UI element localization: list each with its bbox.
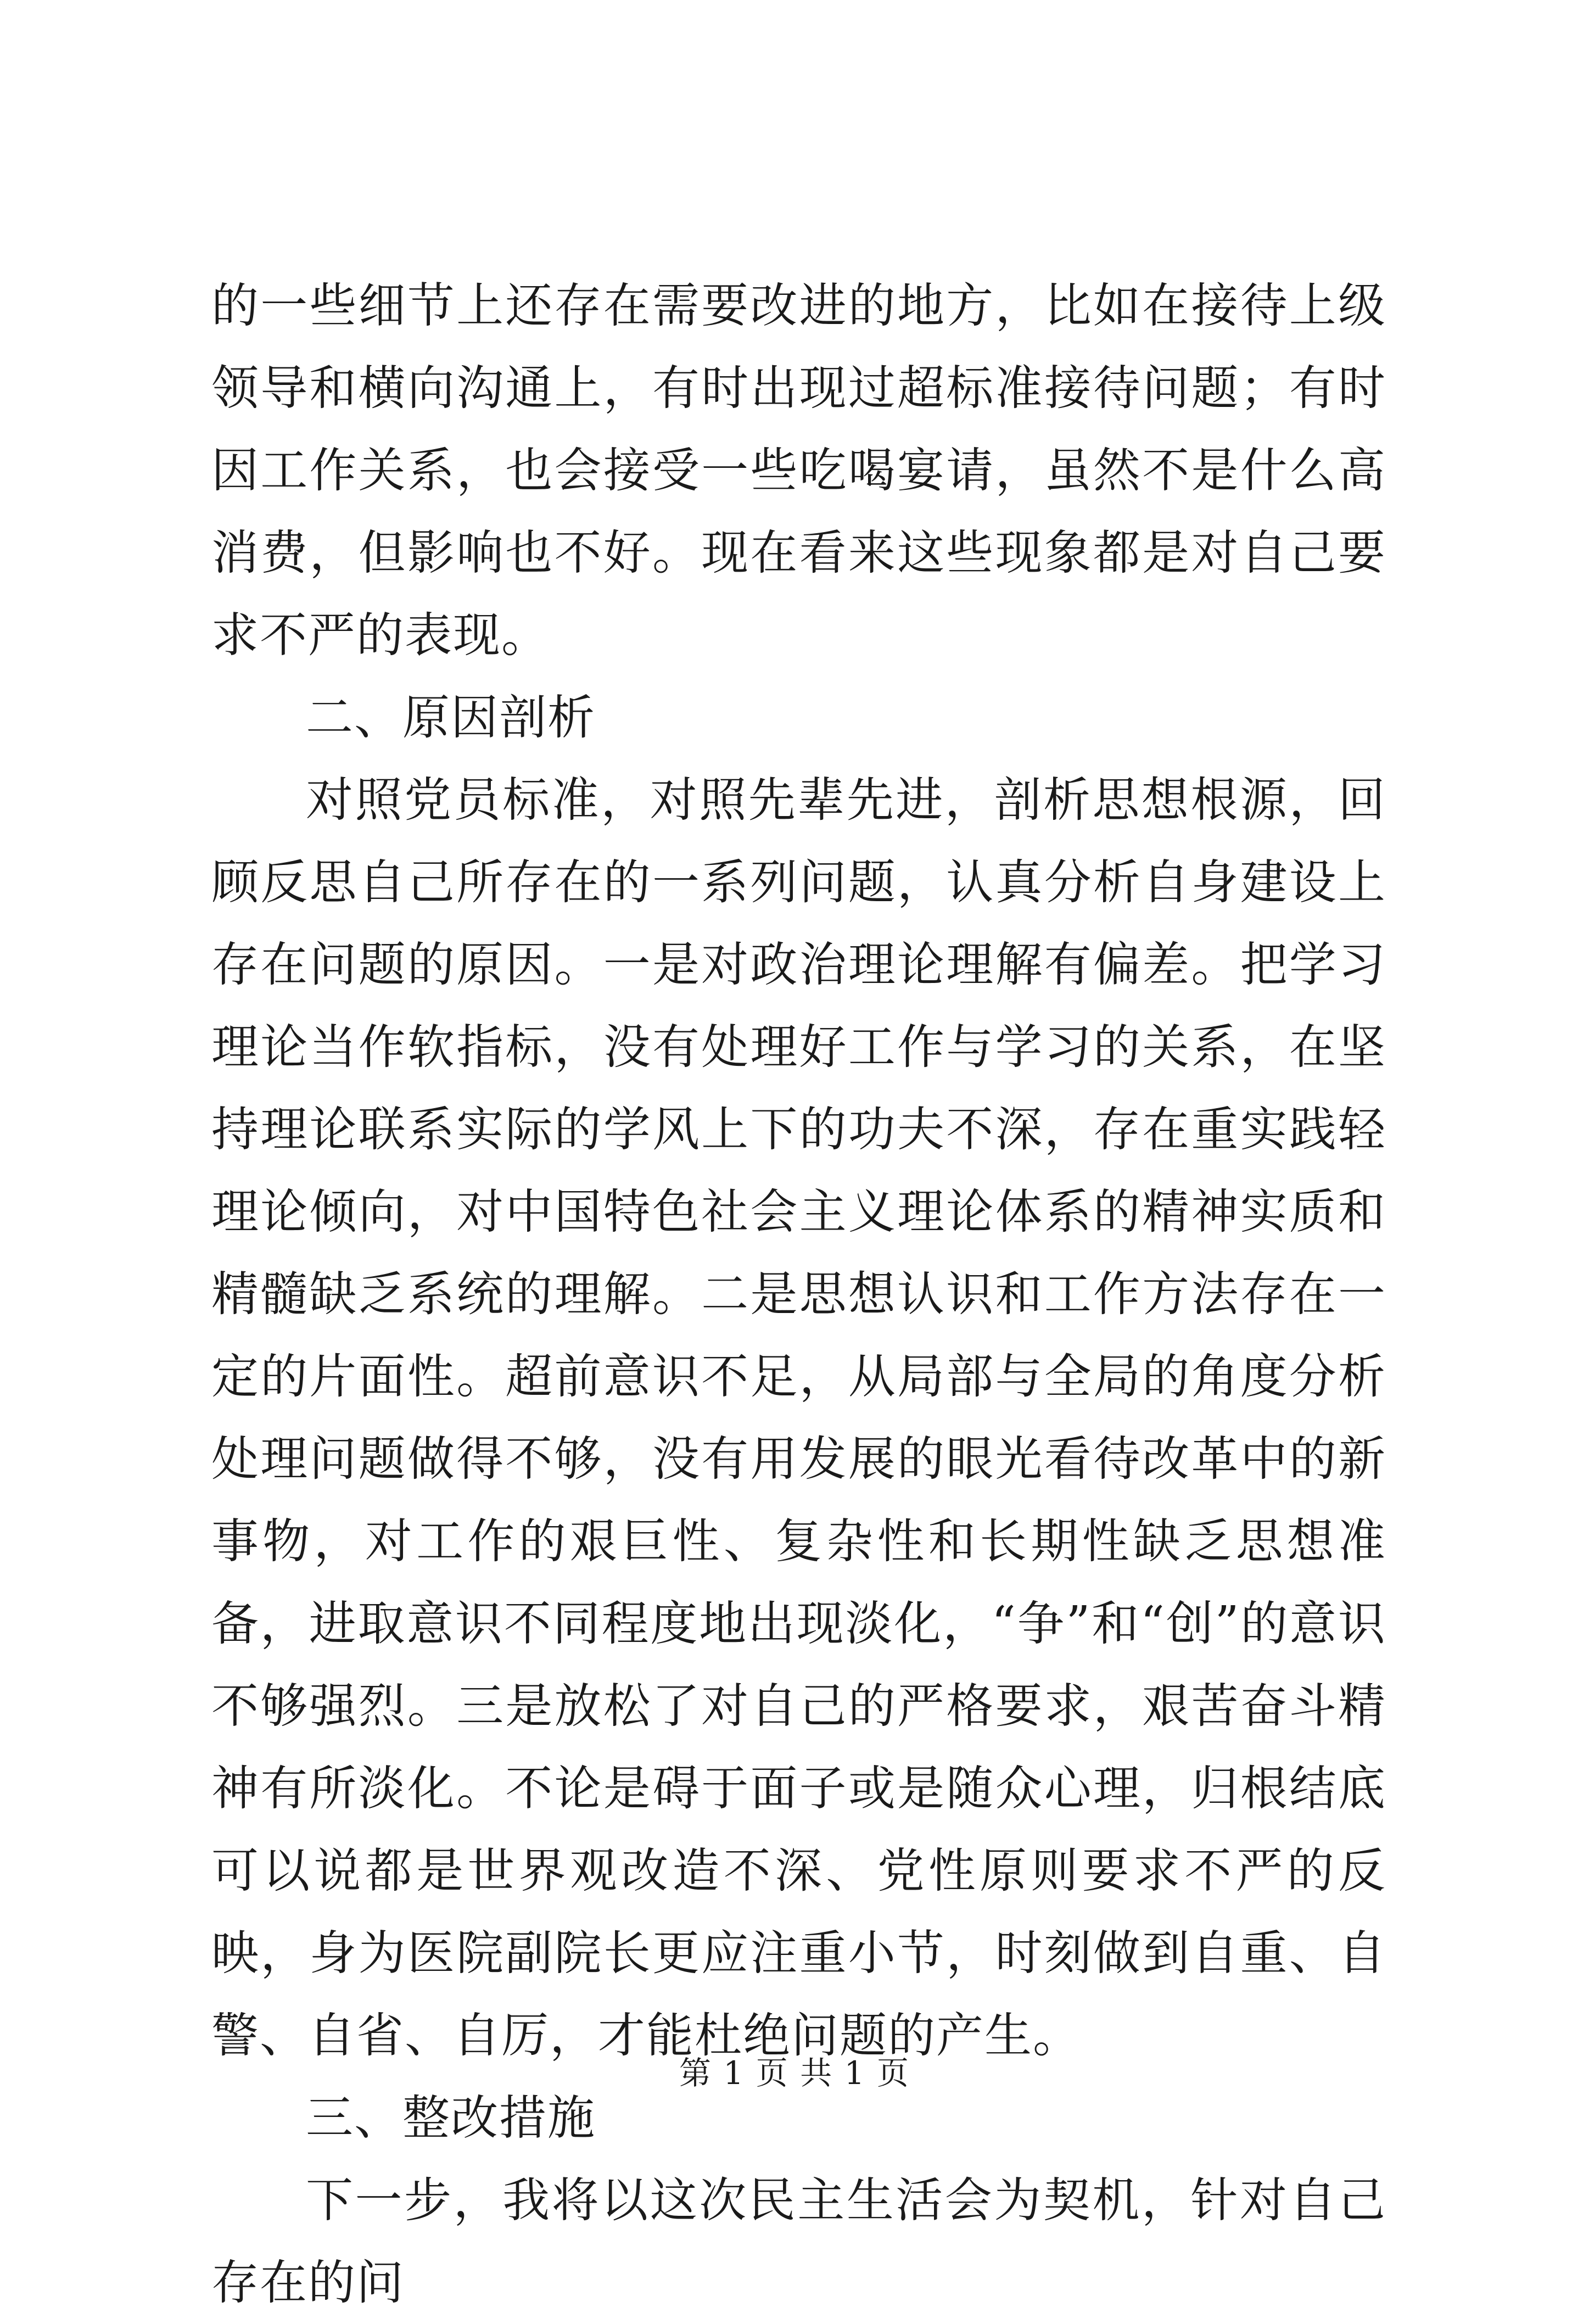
document-body <box>211 265 1386 2324</box>
paragraph-cause-analysis: 对照党员标准，对照先辈先进，剖析思想根源，回顾反思自己所存在的一系列问题，认真分析自身建设上存在问题的原因。一是对政治理论理解有偏差。把学习理论当作软指标，没有处理好工作与学习的关系，在坚持理论联系实际的学风上下的功夫不深，存在重实践轻理论倾向，对中国特色社会主义理论体系的精神实质和精髓缺乏系统的理解。二是思想认识和工作方法存在一定的片面性。超前意识不足，从局部与全局的角度分析处理问题做得不够，没有用发展的眼光看待改革中的新事物，对工作的艰巨性、复杂性和长期性缺乏思想准备，进取意识不同程度地出现淡化，“争”和“创”的意识不够强烈。三是放松了对自己的严格要求，艰苦奋斗精神有所淡化。不论是碍于面子或是随众心理，归根结底可以说都是世界观改造不深、党性原则要求不严的反映，身为医院副院长更应注重小节，时刻做到自重、自警、自省、自厉，才能杜绝问题的产生。 <box>211 773 1386 2063</box>
paragraph-continued: 的一些细节上还存在需要改进的地方，比如在接待上级领导和横向沟通上，有时出现过超标准接待问题；有时因工作关系，也会接受一些吃喝宴请，虽然不是什么高消费，但影响也不好。现在看来这些现象都是对自己要求不严的表现。 <box>211 278 1386 663</box>
page-footer: 第 1 页 共 1 页 <box>679 2054 910 2092</box>
section-heading-rectification: 三、整改措施 <box>306 2091 596 2146</box>
section-heading-cause-analysis: 二、原因剖析 <box>306 690 596 745</box>
paragraph-rectification: 下一步，我将以这次民主生活会为契机，针对自己存在的问 <box>211 2173 1386 2310</box>
